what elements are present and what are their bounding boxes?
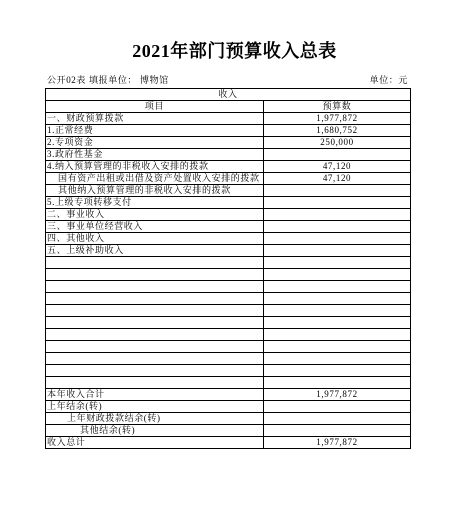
table-row [46, 137, 411, 149]
empty-row [46, 365, 411, 377]
empty-cell [46, 353, 264, 364]
empty-cell [46, 341, 264, 352]
item-cell: 三、事业单位经营收入 [46, 221, 264, 232]
table-row [46, 197, 411, 209]
empty-row [46, 353, 411, 365]
item-cell: 收入总计 [46, 437, 264, 448]
summary-row-fiscal-carryover [46, 413, 411, 425]
empty-cell [264, 257, 411, 268]
amount-cell [264, 221, 411, 232]
empty-row [46, 293, 411, 305]
empty-row [46, 281, 411, 293]
amount-cell [264, 149, 411, 160]
table-row [46, 245, 411, 257]
item-cell: 本年收入合计 [46, 389, 264, 400]
item-cell: 3.政府性基金 [46, 149, 264, 160]
item-cell: 4.纳入预算管理的非税收入安排的拨款 [46, 161, 264, 172]
table-column-header-row [46, 101, 411, 113]
empty-cell [264, 269, 411, 280]
table-group-header-row [46, 89, 411, 101]
item-cell: 5.上级专项转移支付 [46, 197, 264, 208]
item-cell: 2.专项资金 [46, 137, 264, 148]
table-row [46, 161, 411, 173]
empty-row [46, 257, 411, 269]
empty-cell [46, 281, 264, 292]
empty-cell [264, 281, 411, 292]
empty-cell [264, 365, 411, 376]
report-info [47, 74, 169, 86]
empty-cell [264, 305, 411, 316]
currency-unit: 单位：元 [369, 75, 408, 85]
table-row [46, 125, 411, 137]
amount-cell: 47,120 [264, 161, 411, 172]
amount-cell [264, 209, 411, 220]
summary-row-year-total [46, 389, 411, 401]
empty-cell [264, 353, 411, 364]
item-cell: 1.正常经费 [46, 125, 264, 136]
table-row [46, 221, 411, 233]
column-header-amount: 预算数 [264, 101, 411, 112]
summary-row-grand-total [46, 437, 411, 449]
column-header-item: 项目 [46, 101, 264, 112]
amount-cell [264, 185, 411, 196]
item-cell: 上年财政拨款结余(转) [46, 413, 264, 424]
empty-row [46, 317, 411, 329]
amount-cell [264, 233, 411, 244]
amount-cell: 47,120 [264, 173, 411, 184]
item-cell: 上年结余(转) [46, 401, 264, 412]
empty-row [46, 305, 411, 317]
filler-label: 填报单位： [89, 75, 138, 85]
empty-cell [46, 257, 264, 268]
form-code: 公开02表 [47, 75, 87, 85]
empty-cell [264, 293, 411, 304]
amount-cell: 1,977,872 [264, 113, 411, 124]
amount-cell [264, 401, 411, 412]
group-header-income: 收入 [46, 89, 411, 100]
empty-row [46, 329, 411, 341]
amount-cell [264, 197, 411, 208]
table-row [46, 233, 411, 245]
amount-cell: 1,977,872 [264, 437, 411, 448]
table-row [46, 149, 411, 161]
amount-cell: 1,977,872 [264, 389, 411, 400]
page-title: 2021年部门预算收入总表 [132, 41, 337, 61]
item-cell: 五、上级补助收入 [46, 245, 264, 256]
empty-row [46, 269, 411, 281]
summary-row-carryover [46, 401, 411, 413]
empty-cell [46, 293, 264, 304]
empty-cell [46, 317, 264, 328]
empty-cell [264, 377, 411, 388]
amount-cell [264, 245, 411, 256]
table-row [46, 113, 411, 125]
amount-cell [264, 413, 411, 424]
item-cell: 一、财政预算拨款 [46, 113, 264, 124]
item-cell: 其他纳入预算管理的非税收入安排的拨款 [46, 185, 264, 196]
item-cell: 二、事业收入 [46, 209, 264, 220]
empty-cell [46, 377, 264, 388]
item-cell: 国有资产出租或出借及资产处置收入安排的拨款 [46, 173, 264, 184]
table-row [46, 209, 411, 221]
empty-cell [46, 365, 264, 376]
amount-cell: 250,000 [264, 137, 411, 148]
empty-cell [46, 269, 264, 280]
empty-row [46, 377, 411, 389]
filler-name: 博物馆 [140, 75, 169, 85]
empty-cell [264, 317, 411, 328]
empty-cell [46, 305, 264, 316]
income-table [45, 88, 411, 449]
amount-cell [264, 425, 411, 436]
amount-cell: 1,680,752 [264, 125, 411, 136]
table-row [46, 173, 411, 185]
item-cell: 其他结余(转) [46, 425, 264, 436]
item-cell: 四、其他收入 [46, 233, 264, 244]
table-row [46, 185, 411, 197]
empty-cell [264, 341, 411, 352]
summary-row-other-carryover [46, 425, 411, 437]
empty-cell [46, 329, 264, 340]
empty-row [46, 341, 411, 353]
empty-cell [264, 329, 411, 340]
